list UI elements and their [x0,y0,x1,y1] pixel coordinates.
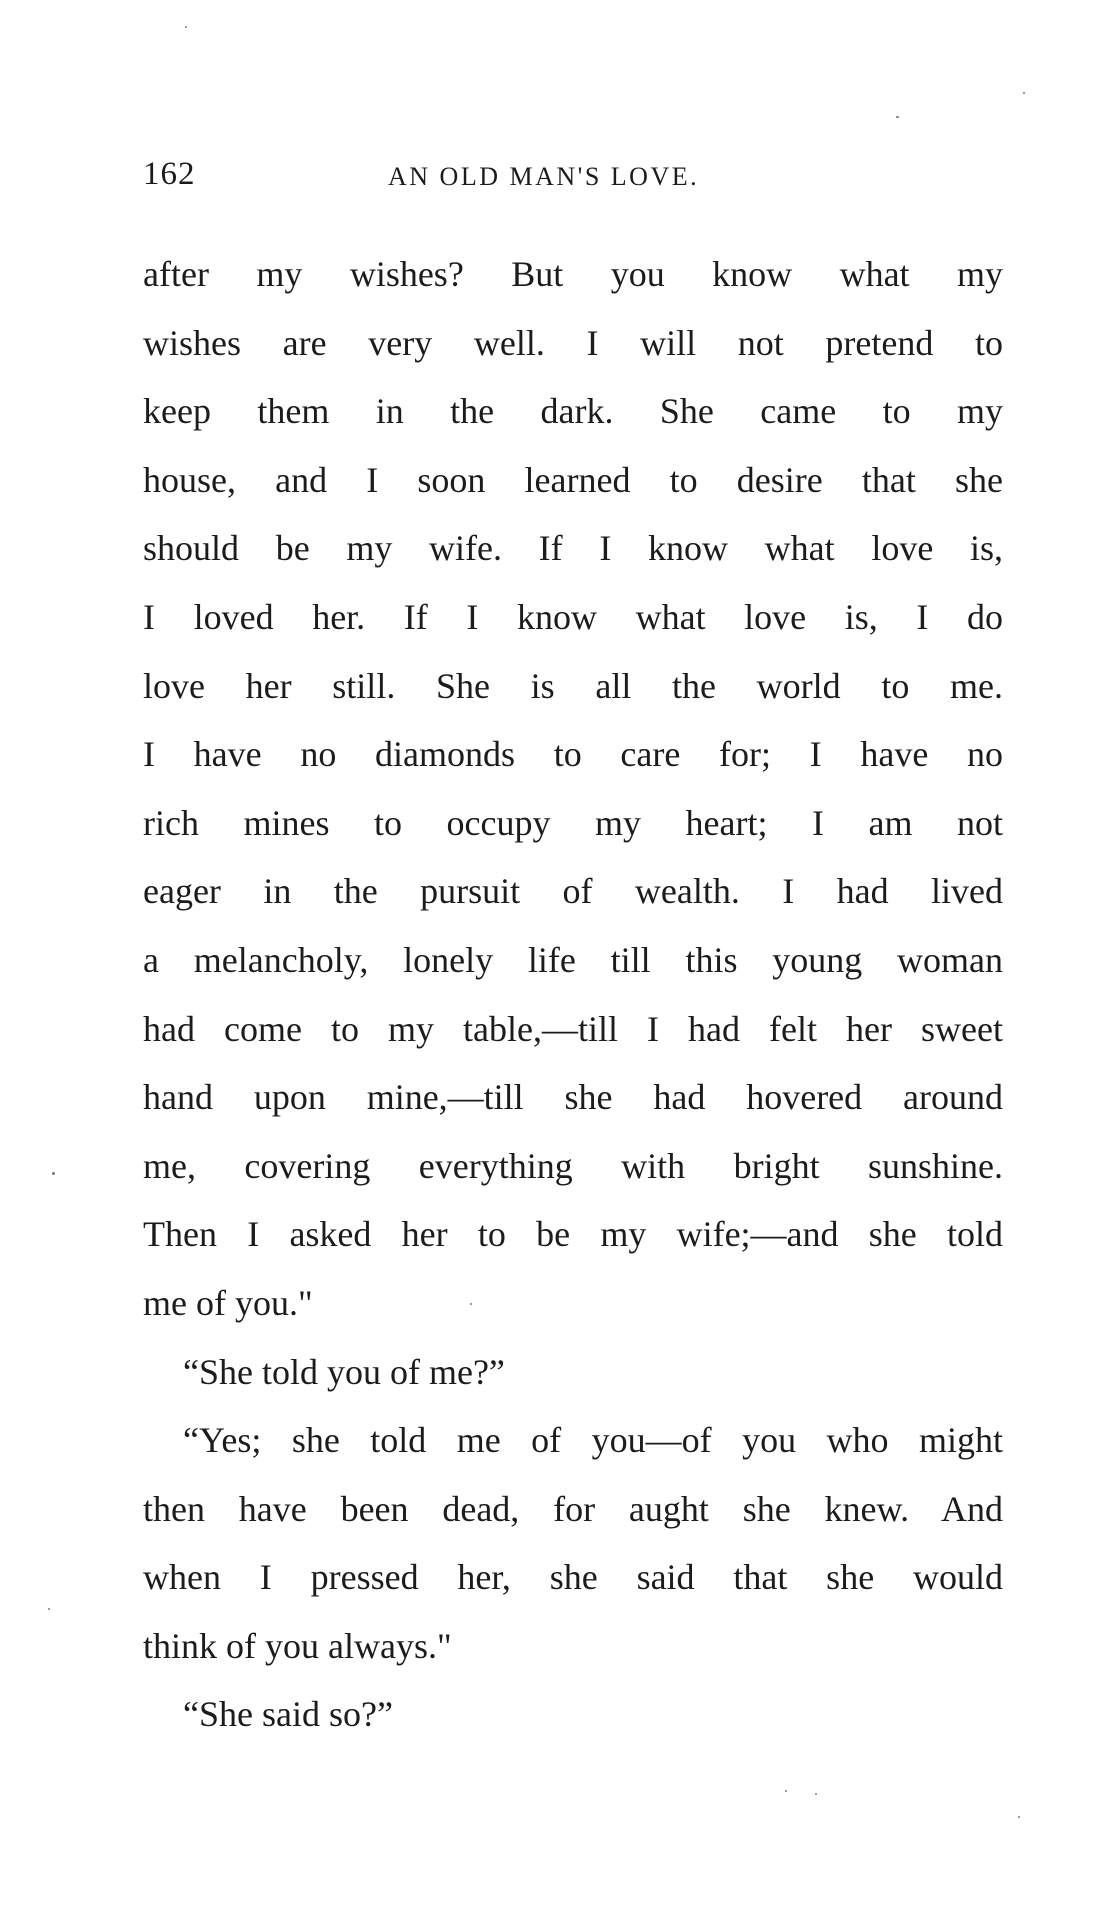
text-line: when I pressed her, she said that she would [143,1557,1003,1598]
text-line: me, covering everything with bright sunshine. [143,1145,1003,1186]
text-line: me of you." [143,1282,313,1323]
running-head [143,156,1003,196]
text-line: eager in the pursuit of wealth. I had lived [143,871,1003,912]
text-line: I loved her. If I know what love is, I do [143,596,1003,637]
text-line: love her still. She is all the world to me. [143,665,1003,706]
text-line: hand upon mine,—till she had hovered around [143,1077,1003,1118]
dialogue-line: “Yes; she told me of you—of you who might [183,1420,1003,1461]
text-line: then have been dead, for aught she knew. And [143,1488,1003,1529]
text-line: Then I asked her to be my wife;—and she told [143,1214,1003,1255]
scan-speck [52,1172,55,1175]
text-line: should be my wife. If I know what love is, [143,528,1003,569]
text-line: rich mines to occupy my heart; I am not [143,802,1003,843]
scan-speck [815,1793,817,1795]
scan-speck [1023,92,1025,94]
dialogue-line: “She told you of me?” [183,1351,505,1392]
text-line: keep them in the dark. She came to my [143,391,1003,432]
scan-speck [785,1790,787,1792]
text-line: a melancholy, lonely life till this young woman [143,939,1003,980]
running-title: AN OLD MAN'S LOVE. [388,162,700,191]
page-number: 162 [143,156,196,192]
scan-speck [48,1608,50,1610]
text-line: had come to my table,—till I had felt her sweet [143,1008,1003,1049]
scan-speck [896,116,899,118]
text-line: house, and I soon learned to desire that she [143,459,1003,500]
text-line: think of you always." [143,1625,452,1666]
scan-speck [1018,1816,1020,1818]
text-line: after my wishes? But you know what my [143,254,1003,294]
dialogue-line: “She said so?” [183,1694,393,1735]
body-text [143,240,1003,1749]
text-line: wishes are very well. I will not pretend to [143,322,1003,363]
scan-speck [185,26,187,28]
text-line: I have no diamonds to care for; I have no [143,734,1003,775]
scan-speck [470,1303,472,1305]
